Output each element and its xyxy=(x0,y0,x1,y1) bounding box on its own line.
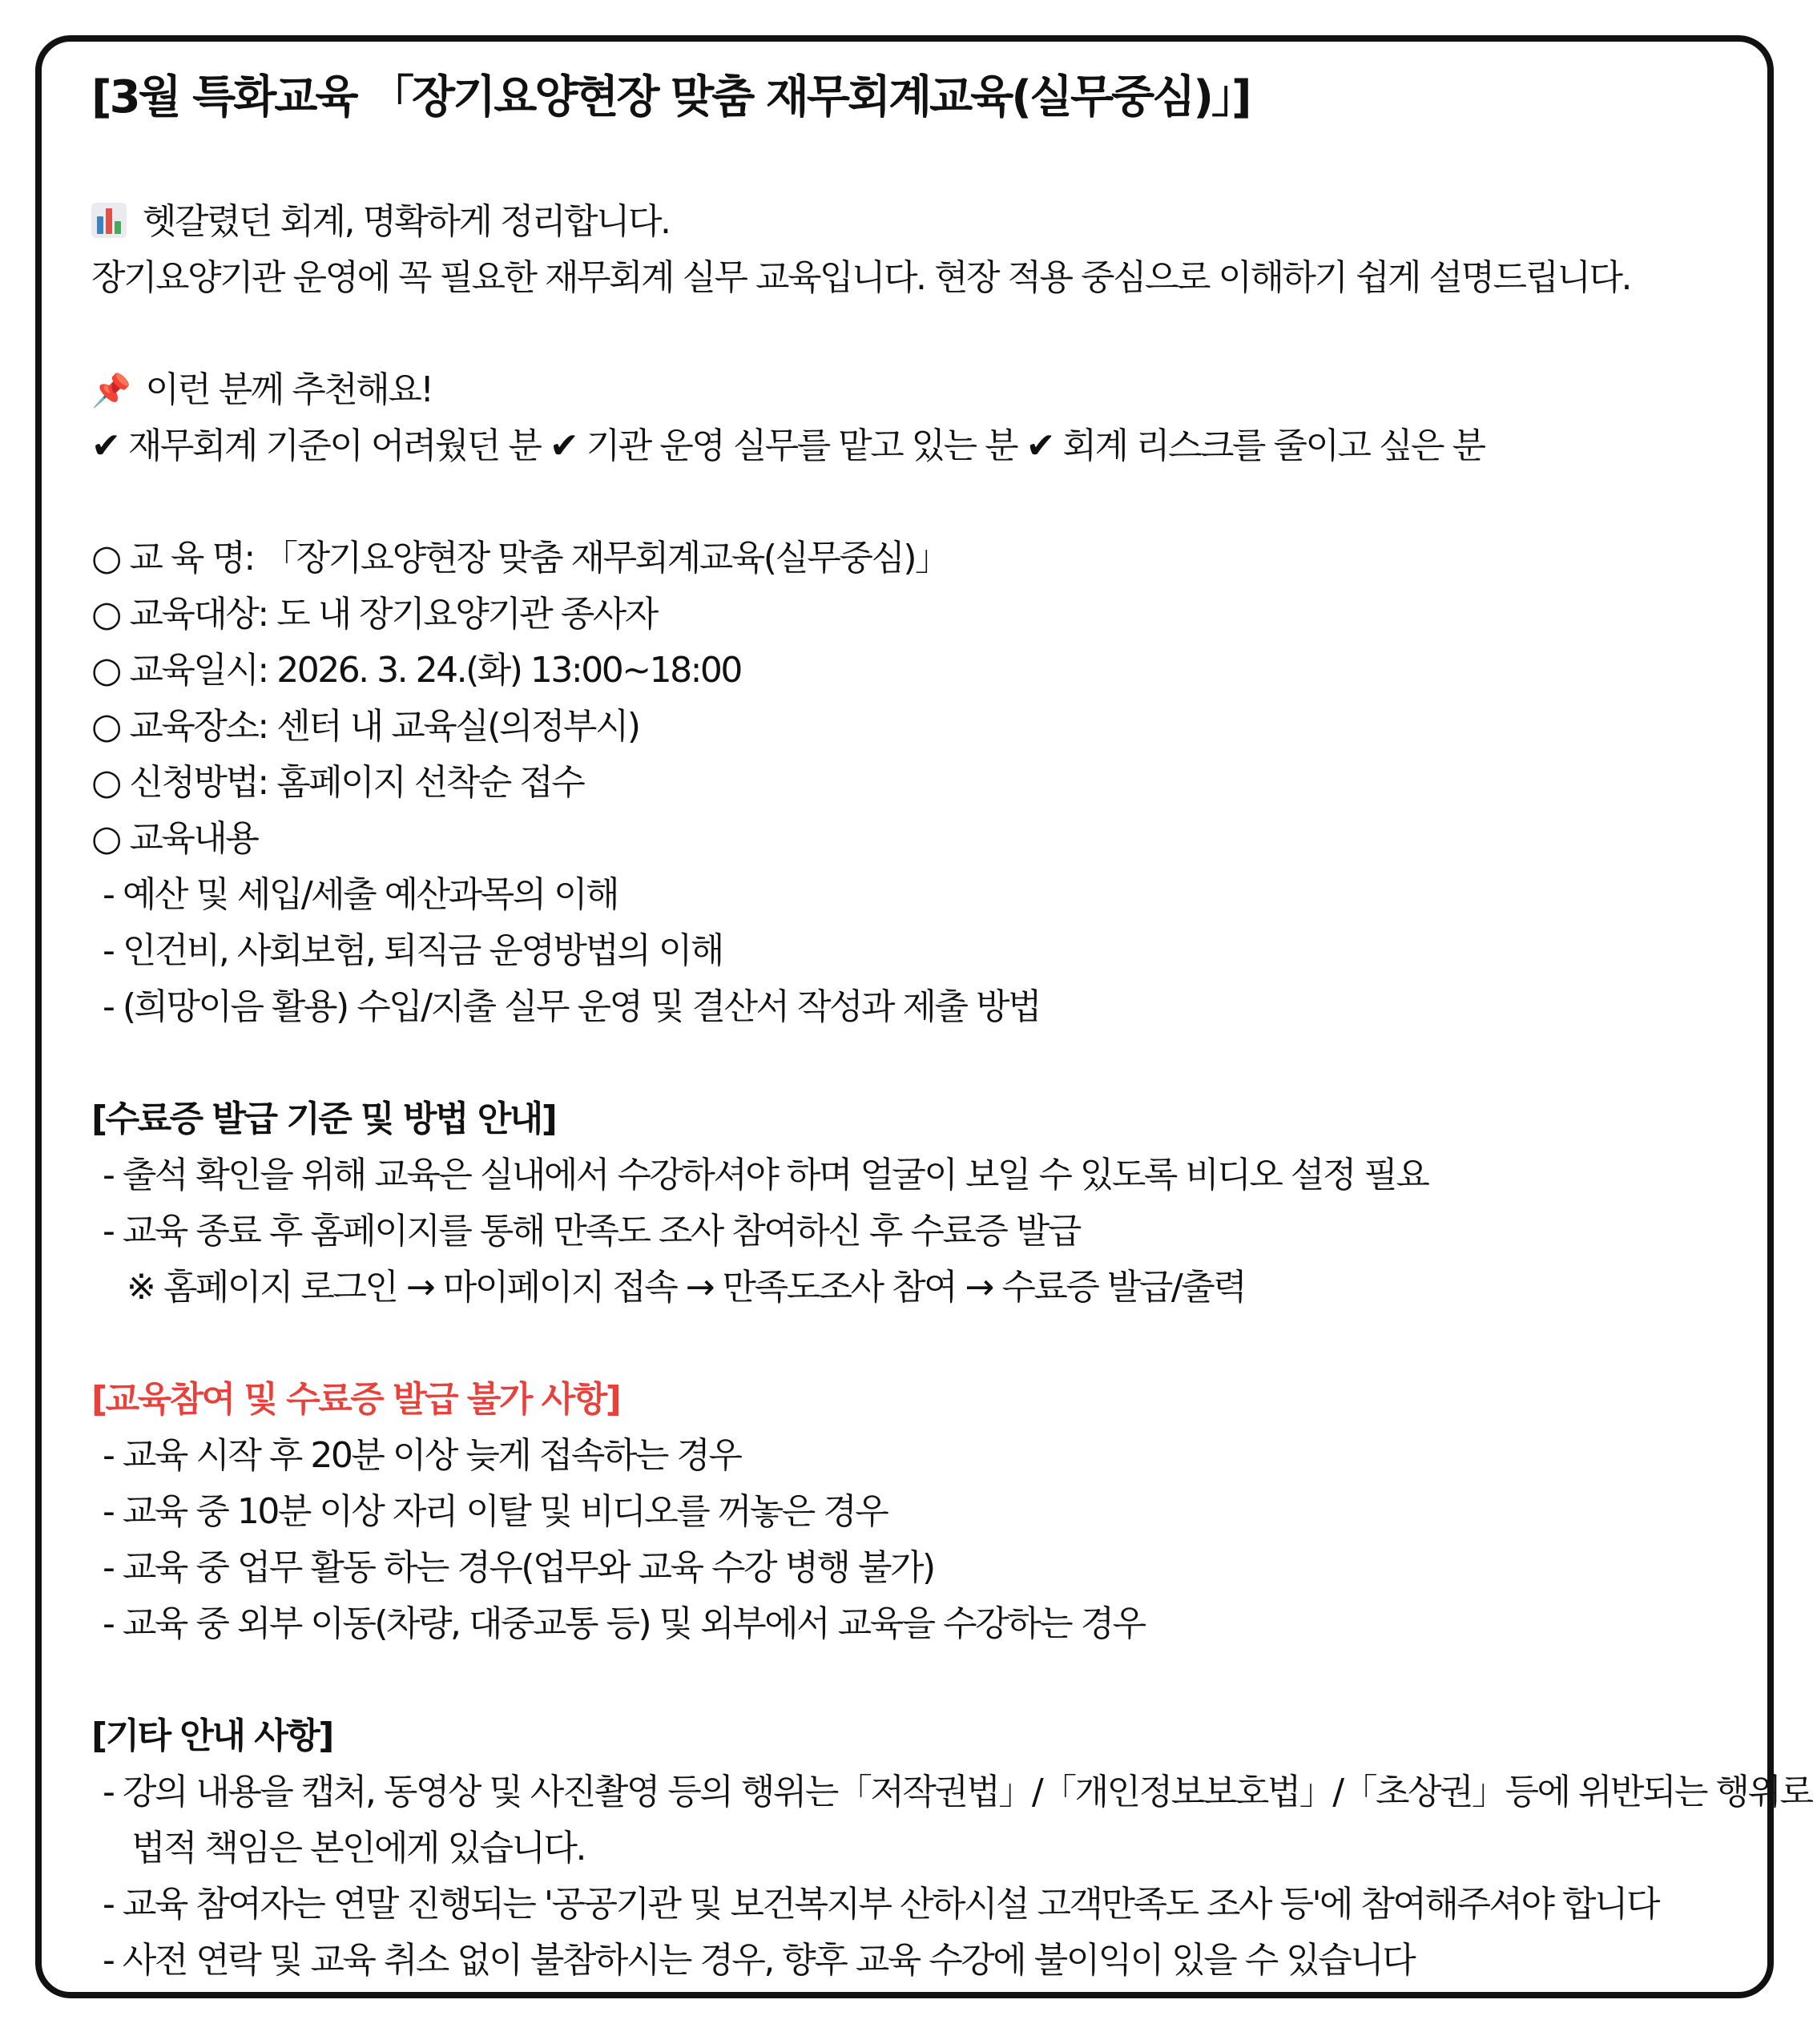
other-item-1-line-1: - 강의 내용을 캡처, 동영상 및 사진촬영 등의 행위는「저작권법」/「개인정보보호법」/「초상권」등에 위반되는 행위로 xyxy=(103,1772,1812,1812)
certificate-heading: [수료증 발급 기준 및 방법 안내] xyxy=(91,1099,556,1139)
other-item-3: - 사전 연락 및 교육 취소 없이 불참하시는 경우, 향후 교육 수강에 불이익이 있을 수 있습니다 xyxy=(103,1940,1415,1981)
content-item: - (희망이음 활용) 수입/지출 실무 운영 및 결산서 작성과 제출 방법 xyxy=(103,986,1040,1027)
other-heading: [기타 안내 사항] xyxy=(91,1715,332,1756)
recommend-heading-line xyxy=(91,362,1719,418)
bar-chart-icon xyxy=(91,203,127,238)
recommend-targets: ✔ 재무회계 기준이 어려웠던 분 ✔ 기관 운영 실무를 맡고 있는 분 ✔ 회계 리스크를 줄이고 싶은 분 xyxy=(91,425,1485,466)
notice-card xyxy=(35,35,1812,1998)
restriction-item: - 교육 중 10분 이상 자리 이탈 및 비디오를 꺼놓은 경우 xyxy=(103,1491,888,1532)
certificate-note: ※ 홈페이지 로그인 → 마이페이지 접속 → 만족도조사 참여 → 수료증 발급/출력 xyxy=(127,1267,1246,1308)
pushpin-icon: 📌 xyxy=(91,373,130,409)
detail-name: ○ 교 육 명: 「장기요양현장 맞춤 재무회계교육(실무중심)」 xyxy=(91,538,949,579)
other-item-2: - 교육 참여자는 연말 진행되는 '공공기관 및 보건복지부 산하시설 고객만족도 조사 등'에 참여해주셔야 합니다 xyxy=(103,1884,1659,1925)
certificate-item: - 교육 종료 후 홈페이지를 통해 만족도 조사 참여하신 후 수료증 발급 xyxy=(103,1211,1080,1252)
other-item-1-line-2: 법적 책임은 본인에게 있습니다. xyxy=(131,1828,585,1869)
detail-target: ○ 교육대상: 도 내 장기요양기관 종사자 xyxy=(91,594,657,635)
detail-datetime: ○ 교육일시: 2026. 3. 24.(화) 13:00~18:00 xyxy=(91,650,741,691)
content-item: - 인건비, 사회보험, 퇴직금 운영방법의 이해 xyxy=(103,930,723,971)
restriction-item: - 교육 시작 후 20분 이상 늦게 접속하는 경우 xyxy=(103,1435,741,1476)
intro-headline: 헷갈렸던 회계, 명확하게 정리합니다. xyxy=(143,201,670,242)
notice-title: [3월 특화교육 「장기요양현장 맞춤 재무회계교육(실무중심)」] xyxy=(91,71,1250,123)
notice-content xyxy=(91,58,1812,1981)
detail-application: ○ 신청방법: 홈페이지 선착순 접수 xyxy=(91,762,584,803)
content-item: - 예산 및 세입/세출 예산과목의 이해 xyxy=(103,874,618,915)
recommend-heading: 이런 분께 추천해요! xyxy=(145,369,433,410)
restrictions-heading: [교육참여 및 수료증 발급 불가 사항] xyxy=(91,1379,620,1420)
notice-body xyxy=(91,194,1812,1989)
detail-location: ○ 교육장소: 센터 내 교육실(의정부시) xyxy=(91,706,639,747)
intro-headline-line xyxy=(91,194,1719,250)
certificate-item: - 출석 확인을 위해 교육은 실내에서 수강하셔야 하며 얼굴이 보일 수 있도록 비디오 설정 필요 xyxy=(103,1155,1428,1195)
restriction-item: - 교육 중 업무 활동 하는 경우(업무와 교육 수강 병행 불가) xyxy=(103,1547,934,1588)
detail-content-label: ○ 교육내용 xyxy=(91,818,258,859)
intro-description: 장기요양기관 운영에 꼭 필요한 재무회계 실무 교육입니다. 현장 적용 중심으로 이해하기 쉽게 설명드립니다. xyxy=(91,257,1630,298)
restriction-item: - 교육 중 외부 이동(차량, 대중교통 등) 및 외부에서 교육을 수강하는 경우 xyxy=(103,1603,1145,1644)
